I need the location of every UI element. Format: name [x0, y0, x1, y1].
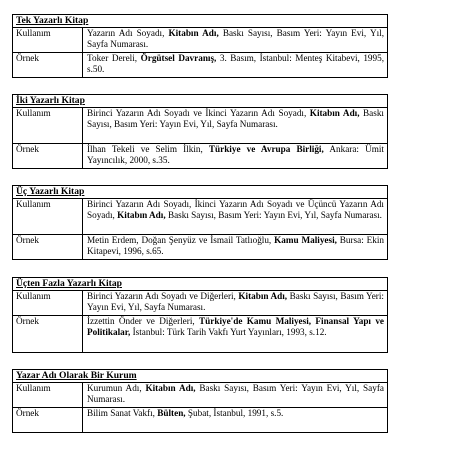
usage-text: [83, 108, 387, 143]
example-label: Örnek: [13, 235, 83, 259]
citation-table-single-author: [12, 14, 388, 78]
citation-table-three-authors: [12, 185, 388, 260]
usage-text-bold: Kitabın Adı,: [145, 383, 196, 393]
example-text: [83, 316, 387, 352]
table-title: Tek Yazarlı Kitap: [13, 15, 387, 28]
example-text: [83, 144, 387, 168]
example-text-part: İstanbul: Türk Tarih Vakfı Yurt Yayınları, 1993, s.12.: [130, 327, 327, 337]
citation-table-two-authors: [12, 94, 388, 169]
usage-text-part: Baskı Sayısı, Basım Yeri: Yayın Evi, Yıl, Sayfa Numarası.: [87, 383, 384, 404]
example-label: Örnek: [13, 53, 83, 77]
usage-text-part: Birinci Yazarın Adı Soyadı ve Diğerleri,: [87, 291, 239, 301]
example-label: Örnek: [13, 144, 83, 168]
example-text-part: İzzettin Önder ve Diğerleri,: [87, 316, 200, 326]
usage-text: [83, 383, 387, 407]
example-row: [13, 315, 387, 352]
usage-text: [83, 28, 387, 52]
usage-label: Kullanım: [13, 28, 83, 52]
example-row: [13, 143, 387, 168]
usage-text-bold: Kitabın Adı,: [238, 291, 288, 301]
usage-row: [13, 291, 387, 315]
usage-text: [83, 199, 387, 234]
usage-text-bold: Kitabın Adı,: [309, 108, 360, 118]
example-text-bold: Örgütsel Davranış,: [140, 53, 217, 63]
table-title: Üç Yazarlı Kitap: [13, 186, 387, 199]
example-text-bold: Bülten,: [157, 408, 186, 418]
citation-table-more-than-three-authors: [12, 277, 388, 353]
usage-row: [13, 108, 387, 143]
example-text-part: İlhan Tekeli ve Selim İlkin,: [87, 144, 209, 154]
example-text-bold: Türkiye ve Avrupa Birliği,: [208, 144, 324, 154]
example-text-part: Bilim Sanat Vakfı,: [87, 408, 158, 418]
usage-label: Kullanım: [13, 108, 83, 143]
usage-text-part: Baskı Sayısı, Basım Yeri: Yayın Evi, Yıl, Sayfa Numarası.: [165, 210, 382, 220]
example-text: [83, 408, 387, 432]
example-text-part: Ankara: Ümit Yayıncılık, 2000, s.35.: [87, 144, 384, 165]
example-text: [83, 53, 387, 77]
usage-text-part: Yazarın Adı Soyadı,: [87, 28, 169, 38]
example-row: [13, 234, 387, 259]
example-text-part: Şubat, İstanbul, 1991, s.5.: [185, 408, 284, 418]
usage-text-part: Birinci Yazarın Adı Soyadı ve İkinci Yazarın Adı Soyadı,: [87, 108, 310, 118]
example-text-bold: Kamu Maliyesi,: [274, 235, 337, 245]
example-text: [83, 235, 387, 259]
usage-label: Kullanım: [13, 199, 83, 234]
example-label: Örnek: [13, 316, 83, 352]
example-text-part: 3. Basım, İstanbul: Menteş Kitabevi, 1995, s.50.: [87, 53, 384, 74]
usage-row: [13, 199, 387, 234]
usage-text-bold: Kitabın Adı,: [168, 28, 219, 38]
usage-text-part: Kurumun Adı,: [87, 383, 146, 393]
usage-row: [13, 28, 387, 52]
usage-text-bold: Kitabın Adı,: [117, 210, 166, 220]
table-title: Üçten Fazla Yazarlı Kitap: [13, 278, 387, 291]
example-label: Örnek: [13, 408, 83, 432]
citation-table-institution-author: [12, 369, 388, 433]
usage-text-part: Birinci Yazarın Adı Soyadı, İkinci Yazarın Adı Soyadı ve Üçüncü Yazarın Adı Soyadı,: [87, 199, 384, 220]
table-title: Yazar Adı Olarak Bir Kurum: [13, 370, 387, 383]
example-row: [13, 407, 387, 432]
example-text-part: Bursa: Ekin Kitapevi, 1996, s.65.: [87, 235, 384, 256]
table-title: İki Yazarlı Kitap: [13, 95, 387, 108]
usage-label: Kullanım: [13, 383, 83, 407]
usage-text-part: Baskı Sayısı, Basım Yeri: Yayın Evi, Yıl, Sayfa Numarası.: [87, 291, 384, 312]
usage-row: [13, 383, 387, 407]
example-text-part: Toker Dereli,: [87, 53, 141, 63]
example-text-part: Metin Erdem, Doğan Şenyüz ve İsmail Tatlıoğlu,: [87, 235, 275, 245]
usage-text-part: Baskı Sayısı, Basım Yeri: Yayın Evi, Yıl, Sayfa Numarası.: [87, 108, 384, 129]
usage-text: [83, 291, 387, 315]
example-text-bold: Türkiye'de Kamu Maliyesi, Finansal Yapı ve Politikalar,: [87, 316, 384, 337]
example-row: [13, 52, 387, 77]
usage-text-part: Baskı Sayısı, Basım Yeri: Yayın Evi, Yıl, Sayfa Numarası.: [87, 28, 384, 49]
usage-label: Kullanım: [13, 291, 83, 315]
